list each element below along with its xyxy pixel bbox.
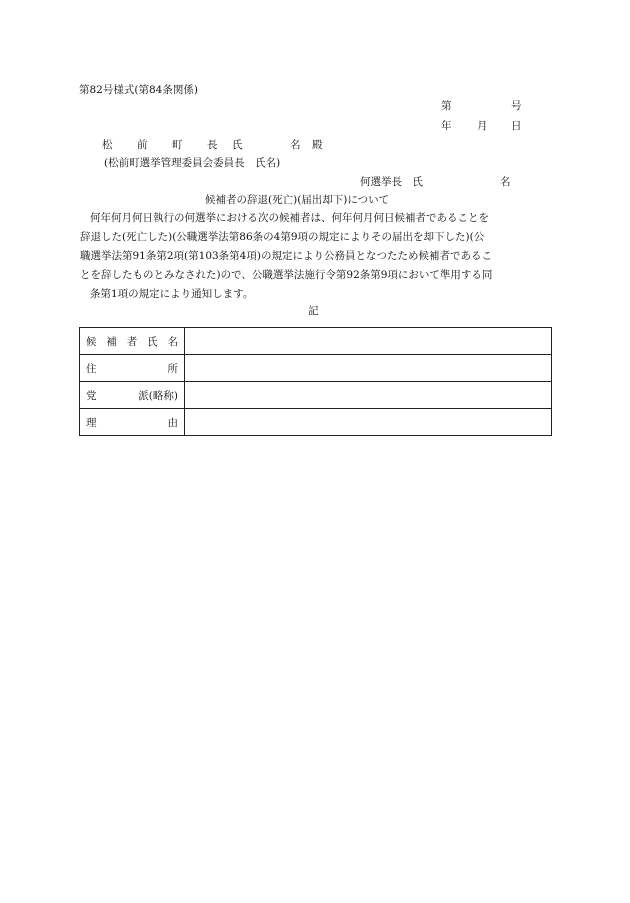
sender-name: 何選挙長 氏 bbox=[360, 176, 423, 188]
value-reason[interactable] bbox=[185, 409, 552, 436]
label-char: 理 bbox=[86, 416, 97, 429]
addressee-alt: (松前町選挙管理委員会委員長 氏名) bbox=[104, 157, 281, 169]
table-row bbox=[80, 328, 552, 355]
ki-heading: 記 bbox=[308, 305, 319, 317]
date-tsuki: 月 bbox=[477, 120, 488, 132]
date-hi: 日 bbox=[511, 120, 522, 132]
addressee-char: 町 bbox=[172, 139, 183, 151]
addressee-char: 殿 bbox=[312, 139, 323, 151]
body-line: 辞退した(死亡した)(公職選挙法第86条の4第9項の規定によりその届出を却下した)(公 bbox=[80, 231, 485, 243]
addressee-char: 前 bbox=[137, 139, 148, 151]
table-row bbox=[80, 355, 552, 382]
label-char: 氏 bbox=[147, 335, 158, 348]
label-char: 所 bbox=[167, 362, 178, 375]
body-text bbox=[80, 209, 550, 304]
doc-number-dai: 第 bbox=[441, 100, 452, 112]
value-party[interactable] bbox=[185, 382, 552, 409]
body-line: 何年何月何日執行の何選挙における次の候補者は、何年何月何日候補者であることを bbox=[90, 212, 489, 224]
form-number: 第82号様式(第84条関係) bbox=[79, 84, 198, 96]
body-line: 職選挙法第91条第2項(第103条第4項)の規定により公務員となつたため候補者であるこ bbox=[80, 250, 492, 262]
label-char: 派(略称) bbox=[138, 389, 178, 402]
label-char: 住 bbox=[86, 362, 97, 375]
document-title: 候補者の辞退(死亡)(届出却下)について bbox=[205, 194, 390, 206]
table-row bbox=[80, 382, 552, 409]
addressee-char: 松 bbox=[102, 139, 113, 151]
label-party bbox=[80, 382, 185, 409]
addressee-char: 氏 bbox=[232, 139, 243, 151]
label-char: 由 bbox=[167, 416, 178, 429]
addressee-char: 長 bbox=[207, 139, 218, 151]
value-candidate-name[interactable] bbox=[185, 328, 552, 355]
candidate-table bbox=[79, 327, 552, 436]
body-line: とを辞したものとみなされた)ので、公職選挙法施行令第92条第9項において準用する同 bbox=[80, 269, 493, 281]
value-address[interactable] bbox=[185, 355, 552, 382]
label-candidate-name bbox=[80, 328, 185, 355]
label-char: 者 bbox=[126, 335, 138, 348]
label-reason bbox=[80, 409, 185, 436]
table-row bbox=[80, 409, 552, 436]
addressee-char: 名 bbox=[290, 139, 301, 151]
doc-number-go: 号 bbox=[511, 100, 522, 112]
body-line: 条第1項の規定により通知します。 bbox=[90, 288, 254, 300]
label-char: 名 bbox=[167, 335, 178, 348]
sender-name-end: 名 bbox=[500, 176, 511, 188]
label-char: 補 bbox=[106, 335, 117, 348]
date-nen: 年 bbox=[441, 120, 452, 132]
label-char: 候 bbox=[86, 335, 97, 348]
label-char: 党 bbox=[86, 389, 97, 402]
label-address bbox=[80, 355, 185, 382]
